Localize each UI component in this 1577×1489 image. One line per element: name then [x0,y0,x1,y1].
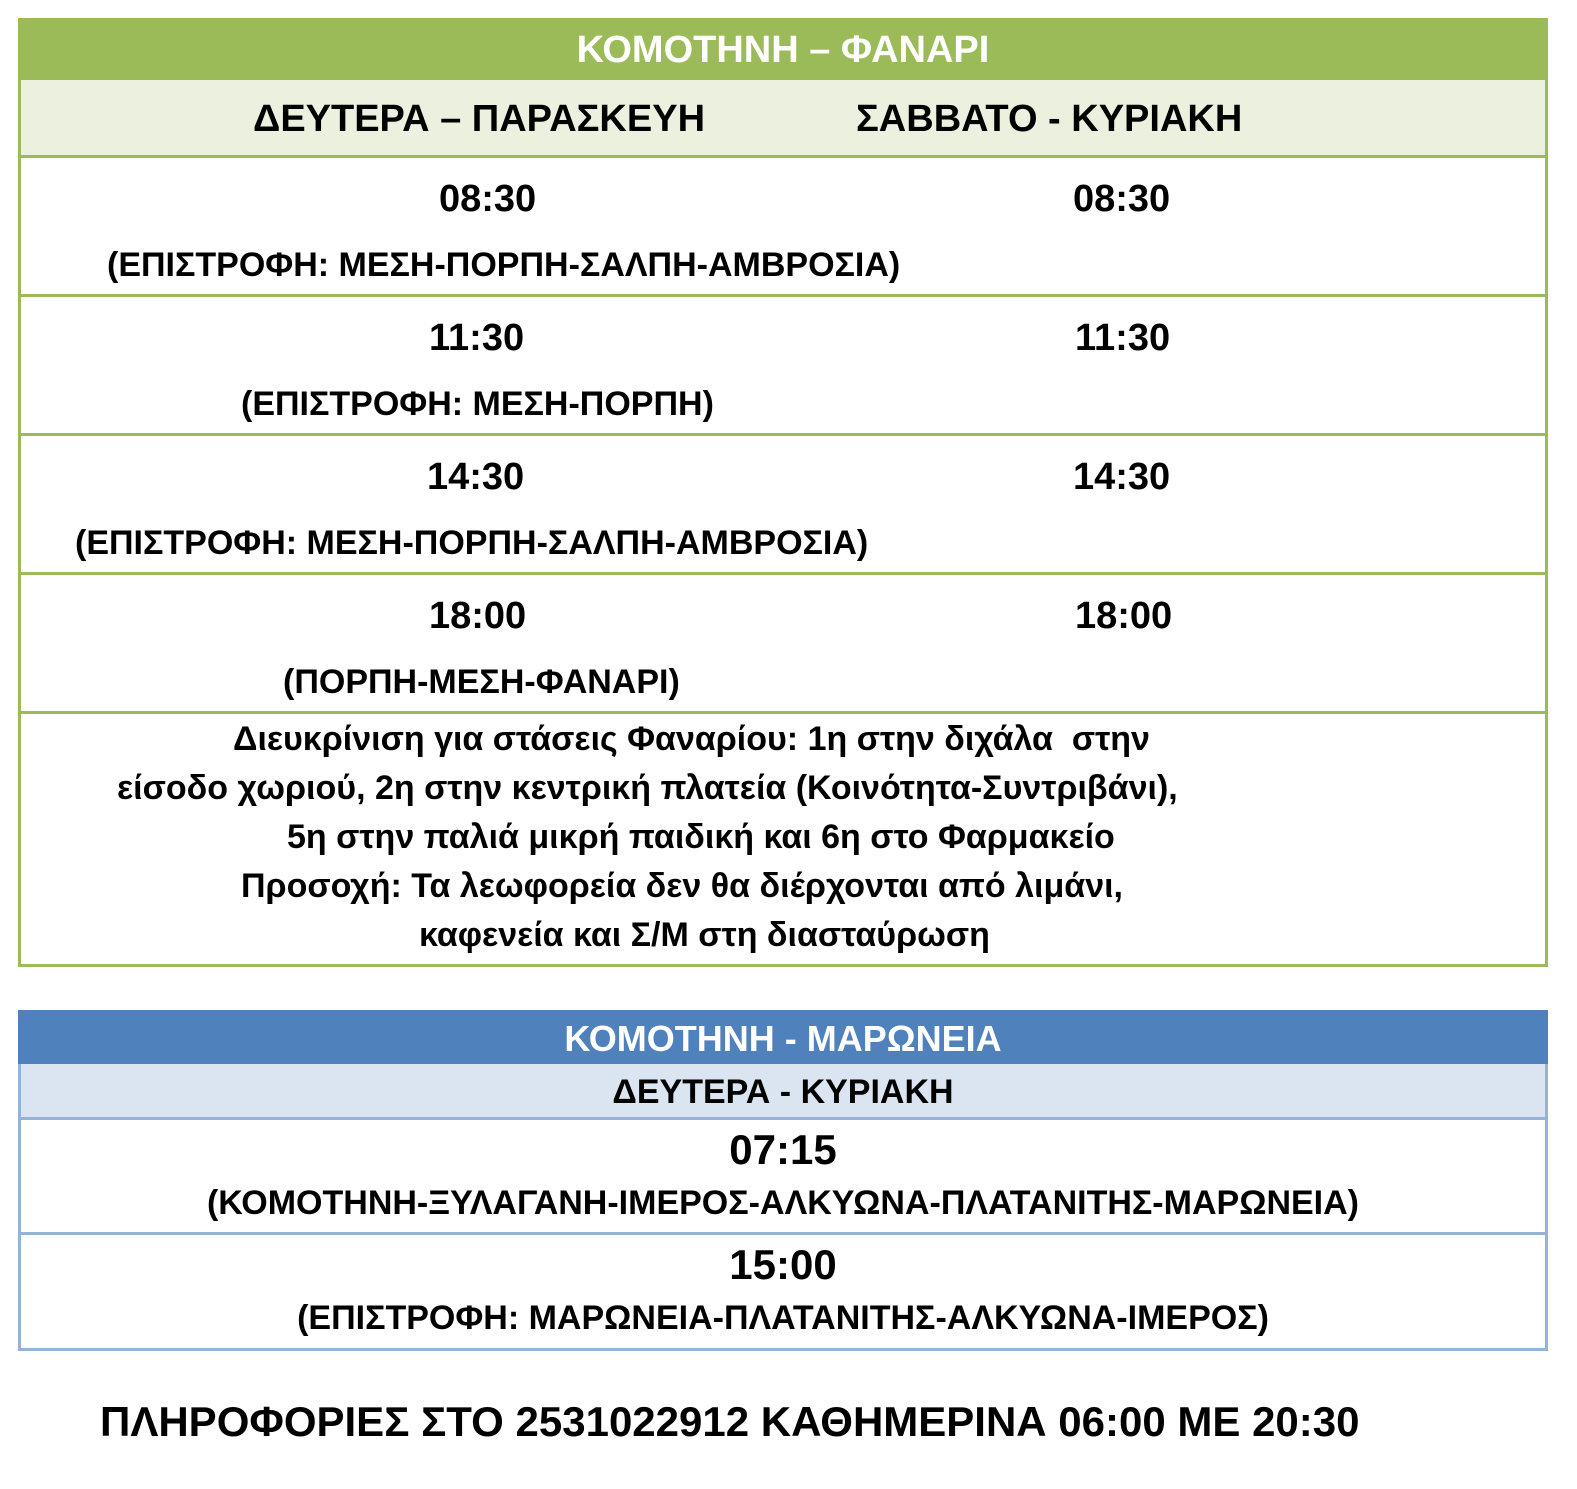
fanari-header-row [21,80,1545,158]
footnote-line: Διευκρίνιση για στάσεις Φαναρίου: 1η στην διχάλα στην [233,720,1150,758]
route-note: (ΕΠΙΣΤΡΟΦΗ: ΜΑΡΩΝΕΙΑ-ΠΛΑΤΑΝΙΤΗΣ-ΑΛΚΥΩΝΑ-ΙΜΕΡΟΣ) [297,1299,1269,1337]
footnote-line: καφενεία και Σ/Μ στη διασταύρωση [419,916,990,954]
maroneia-title: ΚΟΜΟΤΗΝΗ - ΜΑΡΩΝΕΙΑ [18,1010,1548,1064]
weekend-column-header: ΣΑΒΒΑΤΟ - ΚΥΡΙΑΚΗ [856,98,1243,140]
weekend-time: 18:00 [1075,595,1173,637]
weekend-time: 14:30 [1073,456,1171,498]
weekday-time: 08:30 [439,178,537,220]
weekend-time: 08:30 [1073,178,1171,220]
weekend-time: 11:30 [1075,317,1171,359]
departure-time: 15:00 [729,1241,837,1288]
weekday-time: 18:00 [429,595,527,637]
weekday-time: 11:30 [429,317,525,359]
footnote-line: Προσοχή: Τα λεωφορεία δεν θα διέρχονται από λιμάνι, [241,867,1124,905]
fanari-row [21,436,1545,575]
fanari-title: ΚΟΜΟΤΗΝΗ – ΦΑΝΑΡΙ [18,18,1548,80]
maroneia-row [21,1120,1545,1235]
route-note: (ΕΠΙΣΤΡΟΦΗ: ΜΕΣΗ-ΠΟΡΠΗ-ΣΑΛΠΗ-ΑΜΒΡΟΣΙΑ) [75,524,869,562]
info-phone-line: ΠΛΗΡΟΦΟΡΙΕΣ ΣΤΟ 2531022912 ΚΑΘΗΜΕΡΙΝΑ 06:00 ΜΕ 20:30 [100,1398,1360,1445]
weekday-time: 14:30 [427,456,525,498]
route-note: (ΠΟΡΠΗ-ΜΕΣΗ-ΦΑΝΑΡΙ) [283,663,680,701]
fanari-row [21,158,1545,297]
departure-time: 07:15 [729,1126,837,1173]
route-note: (ΕΠΙΣΤΡΟΦΗ: ΜΕΣΗ-ΠΟΡΠΗ-ΣΑΛΠΗ-ΑΜΒΡΟΣΙΑ) [107,246,901,284]
route-note: (ΕΠΙΣΤΡΟΦΗ: ΜΕΣΗ-ΠΟΡΠΗ) [241,385,714,423]
footnote-line: 5η στην παλιά μικρή παιδική και 6η στο Φαρμακείο [287,818,1115,856]
fanari-row [21,575,1545,714]
weekday-column-header: ΔΕΥΤΕΡΑ – ΠΑΡΑΣΚΕΥΗ [253,98,706,140]
fanari-schedule-table [18,18,1548,967]
maroneia-schedule-table [18,1010,1548,1351]
footnote-line: είσοδο χωριού, 2η στην κεντρική πλατεία (Κοινότητα-Συντριβάνι), [117,769,1178,807]
maroneia-row [21,1235,1545,1348]
route-note: (ΚΟΜΟΤΗΝΗ-ΞΥΛΑΓΑΝΗ-ΙΜΕΡΟΣ-ΑΛΚΥΩΝΑ-ΠΛΑΤΑΝΙΤΗΣ-ΜΑΡΩΝΕΙΑ) [206,1184,1360,1222]
maroneia-days-header: ΔΕΥΤΕΡΑ - ΚΥΡΙΑΚΗ [21,1064,1545,1120]
fanari-stops-note [21,714,1545,964]
fanari-table-body [18,80,1548,967]
maroneia-table-body [18,1064,1548,1351]
fanari-row [21,297,1545,436]
